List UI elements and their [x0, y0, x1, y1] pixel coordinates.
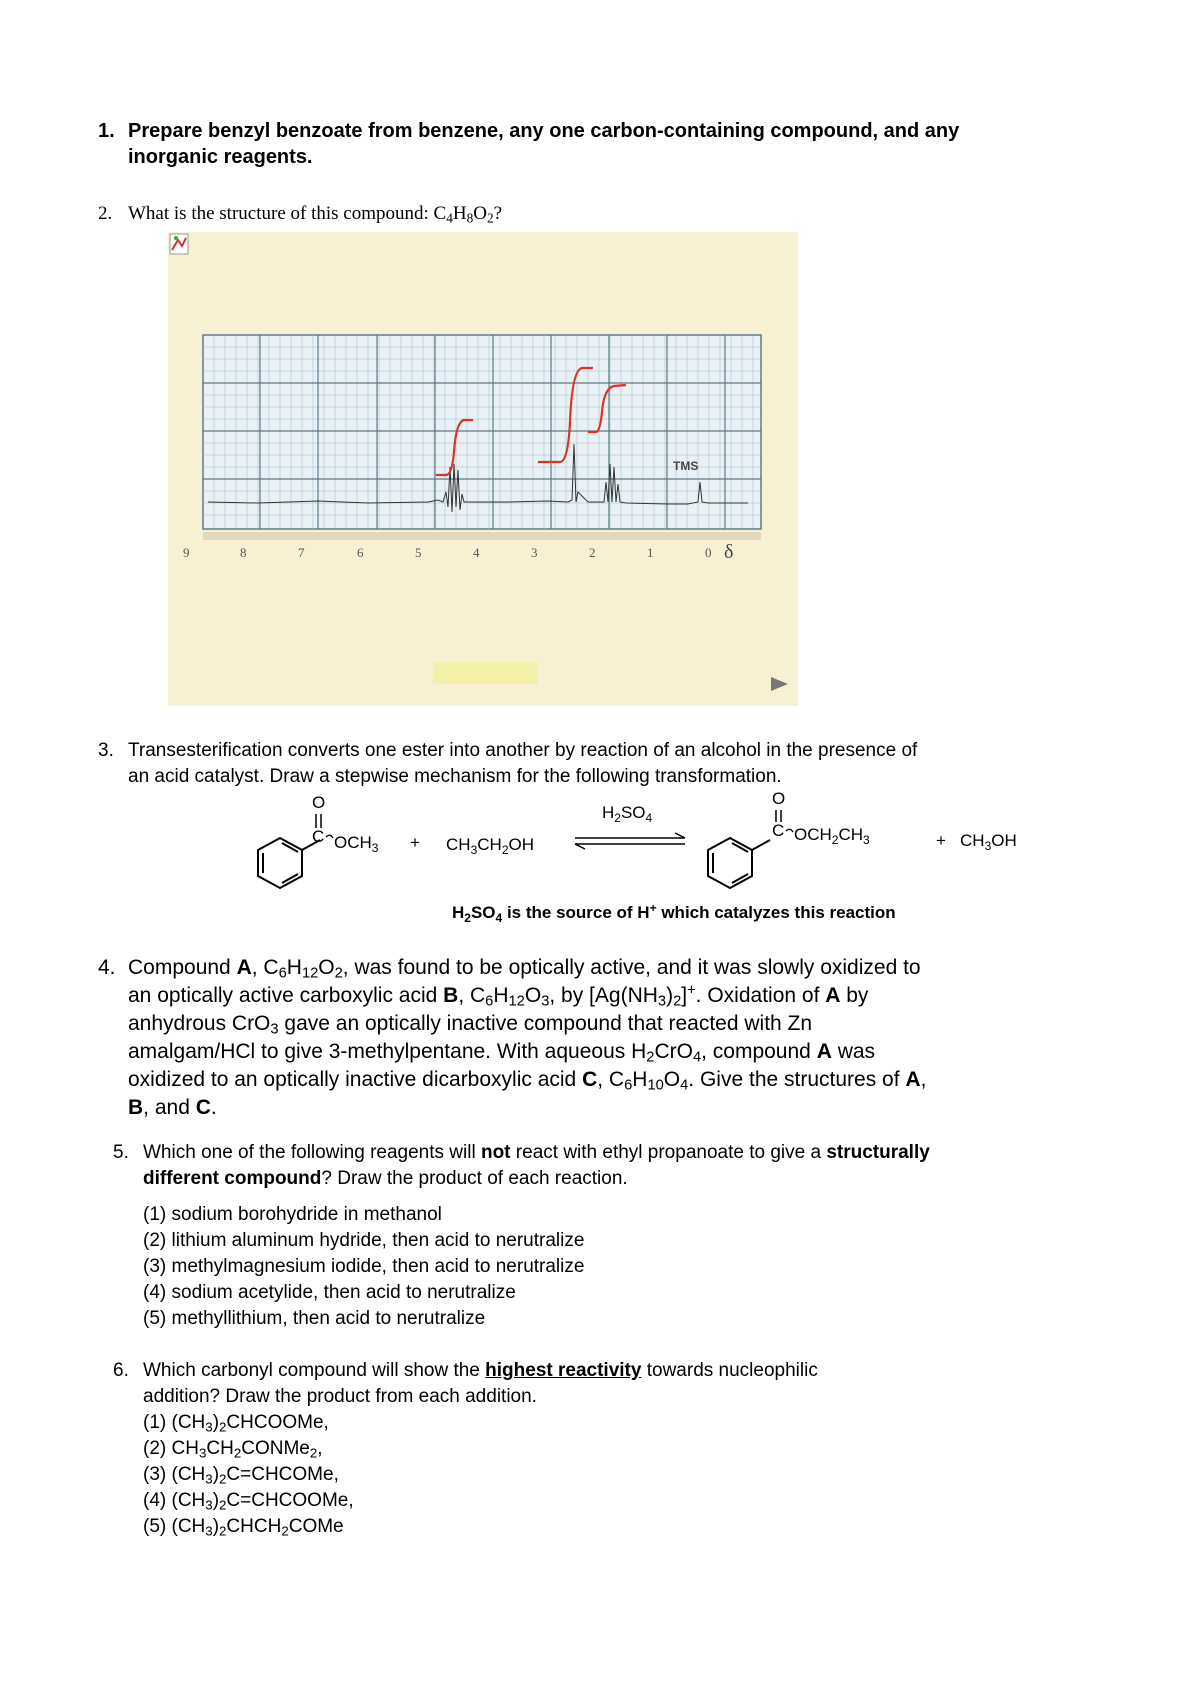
subscript: 3	[198, 1445, 207, 1461]
text-fragment: CH	[446, 835, 471, 854]
compound-label: A	[825, 984, 841, 1007]
text-fragment: H	[632, 1068, 648, 1091]
equilibrium-arrows	[575, 833, 685, 849]
subscript: 3	[984, 839, 992, 853]
question-number: 4.	[98, 956, 116, 979]
emphasis: not	[480, 1142, 511, 1163]
text-fragment: CHCOOMe,	[226, 1412, 329, 1433]
text-fragment: react with ethyl propanoate to give a	[510, 1142, 827, 1163]
text-fragment: SO	[470, 903, 496, 922]
text-fragment: , was found to be optically active, and it was slowly oxidized to	[342, 956, 921, 979]
broken-image-icon	[170, 234, 188, 254]
text-fragment: O	[318, 956, 335, 979]
subscript: 2	[281, 1523, 289, 1539]
text-fragment: an optically active carboxylic acid	[128, 984, 444, 1007]
question-6	[113, 1358, 1088, 1540]
subscript: 4	[495, 911, 503, 925]
question-5-line-2	[143, 1166, 1103, 1192]
question-number: 2.	[98, 203, 113, 224]
ethoxy-group	[794, 825, 870, 847]
subscript: 2	[646, 1049, 655, 1066]
subscript: 3	[205, 1419, 213, 1435]
compound-label: C	[195, 1096, 211, 1119]
subscript: 2	[219, 1523, 227, 1539]
subscript: 10	[647, 1077, 664, 1094]
benzene-ring-reactant	[258, 838, 320, 888]
question-4-line-4	[128, 1038, 1088, 1066]
text-fragment: ? Draw the product of each reaction.	[321, 1168, 628, 1189]
text-fragment: H	[286, 956, 302, 979]
compound-label: C	[582, 1068, 598, 1091]
text-fragment: ,	[920, 1068, 927, 1091]
subscript: 4	[692, 1049, 702, 1066]
highlight-box	[433, 662, 538, 684]
oxygen-label: O	[312, 793, 326, 812]
tick-5: 5	[415, 545, 422, 560]
text-fragment: H	[452, 903, 465, 922]
subscript: 2	[673, 993, 682, 1010]
text-fragment: , C	[458, 984, 486, 1007]
text-fragment: (2) CH	[143, 1438, 199, 1459]
text-fragment: . Give the structures of	[688, 1068, 906, 1091]
ethanol-label	[446, 835, 534, 857]
text-fragment: gave an optically inactive compound that reacted with Zn	[278, 1012, 813, 1035]
text-fragment: O	[663, 1068, 681, 1091]
option-5	[143, 1514, 1103, 1540]
text-fragment: CH	[960, 831, 985, 850]
text-fragment: CONMe	[241, 1438, 310, 1459]
subscript: 3	[470, 843, 478, 857]
text-fragment: OH	[508, 835, 534, 854]
subscript: 2	[233, 1445, 242, 1461]
emphasis: different compound	[143, 1168, 322, 1189]
text-fragment: CH	[206, 1438, 234, 1459]
subscript: 2	[614, 811, 621, 825]
text-fragment: towards nucleophilic	[641, 1360, 818, 1381]
compound-label: A	[905, 1068, 921, 1091]
emphasis: highest reactivity	[485, 1360, 642, 1381]
text-fragment: )	[212, 1516, 220, 1537]
subscript: 12	[508, 993, 525, 1010]
text-fragment: , C	[597, 1068, 625, 1091]
text-fragment: C=CHCOOMe,	[226, 1490, 354, 1511]
text-fragment: Which one of the following reagents will	[143, 1142, 481, 1163]
text-fragment: , by [Ag(NH	[549, 984, 658, 1007]
emphasis: structurally	[826, 1142, 930, 1163]
option-1: (1) sodium borohydride in methanol	[143, 1204, 442, 1225]
question-number: 5.	[113, 1142, 129, 1163]
option-4: (4) sodium acetylide, then acid to nerutralize	[143, 1282, 516, 1303]
oxygen-label: O	[772, 790, 786, 808]
text-fragment: , compound	[701, 1040, 817, 1063]
question-3-line-2: an acid catalyst. Draw a stepwise mechanism for the following transformation.	[128, 766, 782, 787]
text-fragment: by	[840, 984, 869, 1007]
text-fragment: ?	[493, 203, 503, 224]
subscript: 3	[205, 1497, 213, 1513]
question-6-line-1	[143, 1358, 1103, 1384]
text-fragment: (4) (CH	[143, 1490, 206, 1511]
subscript: 3	[541, 993, 550, 1010]
question-5-options	[143, 1202, 1103, 1332]
text-fragment: )	[666, 984, 674, 1007]
tick-7: 7	[298, 545, 305, 560]
compound-label: A	[236, 956, 252, 979]
question-6-line-2: addition? Draw the product from each addition.	[143, 1386, 537, 1407]
text-fragment: Compound	[128, 956, 237, 979]
subscript: 2	[831, 833, 839, 847]
plus-sign-2: +	[936, 831, 946, 850]
text-fragment: O	[473, 203, 487, 224]
question-4-line-5	[128, 1066, 1088, 1094]
question-2	[98, 202, 1088, 226]
catalyst-label	[602, 803, 653, 825]
question-4-line-1	[128, 954, 1088, 982]
subscript: 2	[486, 210, 494, 226]
axis-ticks	[183, 545, 712, 560]
question-4	[98, 954, 1088, 1122]
subscript: 8	[466, 210, 474, 226]
text-fragment: , C	[251, 956, 279, 979]
subscript: 2	[219, 1471, 227, 1487]
play-arrow-icon[interactable]	[771, 677, 788, 691]
subscript: 3	[270, 1021, 279, 1038]
tick-8: 8	[240, 545, 247, 560]
axis-ruler	[203, 532, 761, 540]
subscript: 4	[645, 811, 653, 825]
text-fragment: What is the structure of this compound: C	[128, 203, 447, 224]
subscript: 2	[309, 1445, 318, 1461]
subscript: 2	[219, 1497, 227, 1513]
text-fragment: which catalyzes this reaction	[656, 903, 896, 922]
tick-9: 9	[183, 545, 190, 560]
question-1-line-2: inorganic reagents.	[128, 146, 313, 168]
question-2-text	[128, 203, 502, 224]
question-4-line-3	[128, 1010, 1088, 1038]
question-1	[98, 118, 1088, 170]
option-2: (2) lithium aluminum hydride, then acid to nerutralize	[143, 1230, 585, 1251]
subscript: 4	[446, 210, 453, 226]
question-5	[113, 1140, 1088, 1332]
subscript: 6	[624, 1077, 633, 1094]
text-fragment: H	[493, 984, 509, 1007]
subscript: 6	[485, 993, 494, 1010]
question-4-line-6	[128, 1094, 1088, 1122]
subscript: 3	[863, 833, 870, 847]
text-fragment: H	[452, 203, 467, 224]
chart-grid-background	[203, 335, 761, 529]
question-6-options	[143, 1410, 1103, 1540]
option-2	[143, 1436, 1103, 1462]
text-fragment: CH	[477, 835, 502, 854]
methoxy-group	[334, 833, 379, 855]
question-3	[98, 738, 1088, 790]
text-fragment: CH	[838, 825, 864, 844]
compound-label: B	[128, 1096, 144, 1119]
tick-6: 6	[357, 545, 364, 560]
question-1-line-1: Prepare benzyl benzoate from benzene, any one carbon-containing compound, and any	[128, 120, 960, 142]
delta-label: δ	[724, 541, 734, 563]
subscript: 12	[301, 965, 319, 982]
question-4-line-2	[128, 982, 1088, 1010]
subscript: 2	[219, 1419, 227, 1435]
text-fragment: , and	[143, 1096, 196, 1119]
tick-4: 4	[473, 545, 480, 560]
question-number: 1.	[98, 120, 115, 142]
text-fragment: (5) (CH	[143, 1516, 206, 1537]
subscript: 2	[334, 965, 343, 982]
subscript: 6	[278, 965, 287, 982]
text-fragment: . Oxidation of	[695, 984, 826, 1007]
plus-sign-1: +	[410, 833, 420, 852]
nmr-spectrum-image	[168, 232, 798, 706]
text-fragment: CHCH	[226, 1516, 282, 1537]
nmr-spectrum-svg	[168, 232, 798, 706]
subscript: 2	[501, 843, 509, 857]
option-3: (3) methylmagnesium iodide, then acid to nerutralize	[143, 1256, 585, 1277]
question-number: 3.	[98, 740, 114, 761]
subscript: 2	[464, 911, 471, 925]
text-fragment: is the source of H	[502, 903, 650, 922]
text-fragment: CrO	[654, 1040, 693, 1063]
product-ester	[772, 790, 870, 847]
subscript: 3	[657, 993, 667, 1010]
carbon-label: C	[312, 827, 325, 846]
question-number: 6.	[113, 1360, 129, 1381]
tick-2: 2	[589, 545, 596, 560]
text-fragment: (1) (CH	[143, 1412, 206, 1433]
compound-label: B	[443, 984, 459, 1007]
text-fragment: )	[212, 1412, 220, 1433]
text-fragment: OCH	[334, 833, 372, 852]
text-fragment: OH	[991, 831, 1017, 850]
text-fragment: OCH	[794, 825, 832, 844]
text-fragment: was	[831, 1040, 876, 1063]
reactant-ester	[312, 793, 379, 855]
superscript: +	[649, 901, 657, 915]
text-fragment: Which carbonyl compound will show the	[143, 1360, 486, 1381]
subscript: 3	[371, 841, 379, 855]
text-fragment: .	[210, 1096, 217, 1119]
subscript: 3	[205, 1471, 213, 1487]
text-fragment: O	[524, 984, 542, 1007]
option-4	[143, 1488, 1103, 1514]
text-fragment: amalgam/HCl to give 3-methylpentane. With aqueous H	[128, 1040, 647, 1063]
tick-3: 3	[531, 545, 538, 560]
tick-0: 0	[705, 545, 712, 560]
transesterification-reaction	[230, 790, 1030, 930]
option-1	[143, 1410, 1103, 1436]
text-fragment: C=CHCOMe,	[226, 1464, 339, 1485]
text-fragment: oxidized to an optically inactive dicarboxylic acid	[128, 1068, 583, 1091]
question-3-line-1: Transesterification converts one ester into another by reaction of an alcohol in the presence of	[128, 740, 918, 761]
tms-label: TMS	[673, 459, 699, 473]
benzene-ring-product	[708, 838, 770, 888]
carbon-label: C	[772, 821, 785, 840]
text-fragment: anhydrous CrO	[128, 1012, 271, 1035]
text-fragment: (3) (CH	[143, 1464, 206, 1485]
option-3	[143, 1462, 1103, 1488]
text-fragment: )	[212, 1490, 220, 1511]
text-fragment: COMe	[288, 1516, 344, 1537]
reaction-svg	[230, 790, 1030, 930]
methanol-label	[960, 831, 1017, 853]
question-5-line-1	[143, 1140, 1103, 1166]
text-fragment: SO	[620, 803, 646, 822]
text-fragment: )	[212, 1464, 220, 1485]
text-fragment: ]	[681, 984, 688, 1007]
tick-1: 1	[647, 545, 654, 560]
text-fragment: H	[602, 803, 615, 822]
catalyst-note	[452, 901, 896, 925]
compound-label: A	[816, 1040, 832, 1063]
option-5: (5) methyllithium, then acid to nerutralize	[143, 1308, 486, 1329]
subscript: 3	[205, 1523, 213, 1539]
text-fragment: ,	[317, 1438, 323, 1459]
subscript: 4	[680, 1077, 689, 1094]
superscript: +	[687, 982, 696, 999]
